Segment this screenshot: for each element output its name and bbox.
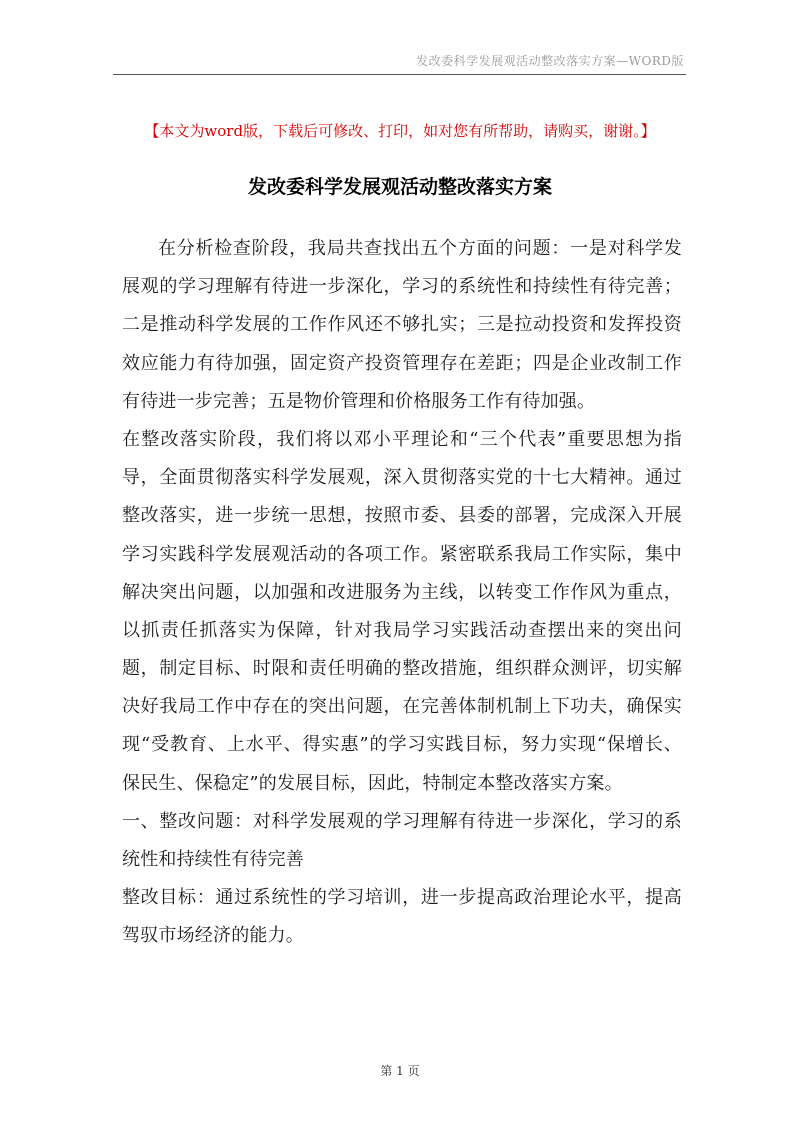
text-line: 现“受教育、上水平、得实惠”的学习实践目标，努力实现“保增长、 <box>122 734 682 756</box>
text-line: 效应能力有待加强，固定资产投资管理存在差距；四是企业改制工作 <box>122 352 682 374</box>
download-notice: 【本文为word版，下载后可修改、打印，如对您有所帮助，请购买，谢谢。】 <box>144 122 656 140</box>
text-line: 展观的学习理解有待进一步深化，学习的系统性和持续性有待完善； <box>122 276 682 298</box>
text-line: 一、整改问题：对科学发展观的学习理解有待进一步深化，学习的系 <box>122 810 682 832</box>
text-line: 整改落实，进一步统一思想，按照市委、县委的部署，完成深入开展 <box>122 505 682 527</box>
document-title: 发改委科学发展观活动整改落实方案 <box>247 176 552 198</box>
text-line: 以抓责任抓落实为保障，针对我局学习实践活动查摆出来的突出问 <box>122 619 682 641</box>
text-line: 决好我局工作中存在的突出问题，在完善体制机制上下功夫，确保实 <box>122 696 682 718</box>
text-line: 有待进一步完善；五是物价管理和价格服务工作有待加强。 <box>122 390 596 412</box>
text-line: 在分析检查阶段，我局共查找出五个方面的问题：一是对科学发 <box>158 238 682 259</box>
running-header: 发改委科学发展观活动整改落实方案—WORD版 <box>416 54 684 68</box>
page-number: 第 1 页 <box>380 1064 420 1078</box>
text-line: 整改目标：通过系统性的学习培训，进一步提高政治理论水平，提高 <box>122 887 682 909</box>
text-line: 驾驭市场经济的能力。 <box>122 925 304 947</box>
text-line: 题，制定目标、时限和责任明确的整改措施，组织群众测评，切实解 <box>122 658 682 680</box>
text-line: 解决突出问题，以加强和改进服务为主线，以转变工作作风为重点， <box>122 581 682 603</box>
text-line: 保民生、保稳定”的发展目标，因此，特制定本整改落实方案。 <box>122 772 623 794</box>
text-line: 导，全面贯彻落实科学发展观，深入贯彻落实党的十七大精神。通过 <box>122 467 682 489</box>
header-divider <box>113 74 686 75</box>
document-body <box>122 230 682 956</box>
text-line: 二是推动科学发展的工作作风还不够扎实；三是拉动投资和发挥投资 <box>122 314 682 336</box>
text-line: 在整改落实阶段，我们将以邓小平理论和“三个代表”重要思想为指 <box>122 428 682 450</box>
text-line: 学习实践科学发展观活动的各项工作。紧密联系我局工作实际，集中 <box>122 543 682 565</box>
text-line: 统性和持续性有待完善 <box>122 849 304 870</box>
